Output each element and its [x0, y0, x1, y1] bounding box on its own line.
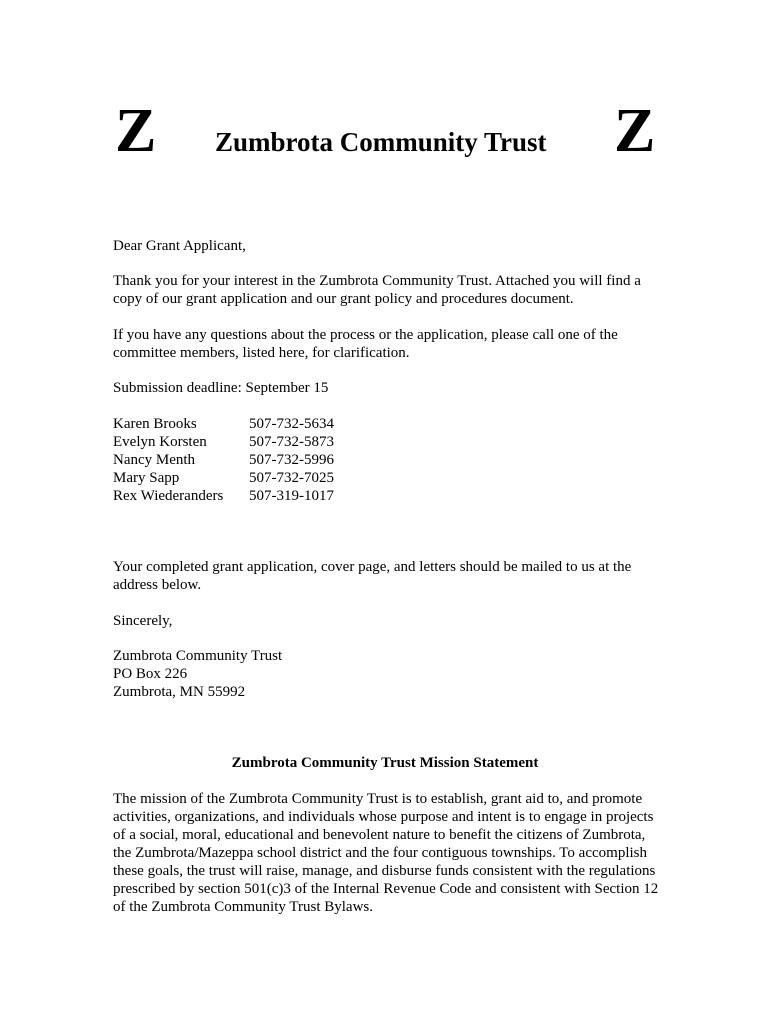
committee-name: Rex Wiederanders	[113, 488, 224, 504]
mailing-paragraph: Your completed grant application, cover page, and letters should be mailed to us at the address below.	[113, 559, 632, 593]
submission-deadline: Submission deadline: September 15	[113, 380, 329, 396]
closing: Sincerely,	[113, 613, 173, 629]
committee-row	[113, 433, 334, 451]
committee-name: Evelyn Korsten	[113, 434, 207, 450]
letterhead-title: Zumbrota Community Trust	[215, 127, 547, 157]
questions-paragraph: If you have any questions about the process or the application, please call one of the committee members, listed here, for clarification.	[113, 327, 618, 361]
committee-phone: 507-732-5996	[249, 452, 334, 468]
address-line: Zumbrota, MN 55992	[113, 684, 246, 700]
address-line: PO Box 226	[113, 666, 188, 682]
committee-name: Mary Sapp	[113, 470, 180, 486]
committee-name: Karen Brooks	[113, 416, 197, 432]
mission-text: The mission of the Zumbrota Community Trust is to establish, grant aid to, and promote activities, organizations, and individuals whose purpose and intent is to engage in projects of a social, moral, educational and benevolent nature to benefit the citizens of Zumbrota, the Zumbrota/Mazeppa school district and the four contiguous townships. To accomplish these goals, the trust will raise, manage, and disburse funds consistent with the regulations prescribed by section 501(c)3 of the Internal Revenue Code and consistent with Section 12 of the Zumbrota Community Trust Bylaws.	[113, 791, 659, 915]
committee-row	[113, 487, 334, 505]
committee-row	[113, 415, 334, 433]
committee-row	[113, 469, 334, 487]
intro-paragraph: Thank you for your interest in the Zumbrota Community Trust. Attached you will find a copy of our grant application and our grant policy and procedures document.	[113, 273, 641, 307]
salutation: Dear Grant Applicant,	[113, 238, 246, 254]
letterhead-right-z: Z	[614, 97, 656, 165]
mission-heading: Zumbrota Community Trust Mission Statement	[231, 755, 539, 771]
committee-phone: 507-732-7025	[249, 470, 334, 486]
address-line: Zumbrota Community Trust	[113, 648, 283, 664]
committee-phone: 507-732-5873	[249, 434, 334, 450]
committee-name: Nancy Menth	[113, 452, 196, 468]
committee-phone: 507-732-5634	[249, 416, 334, 432]
letterhead-left-z: Z	[115, 97, 157, 165]
committee-phone: 507-319-1017	[249, 488, 334, 504]
committee-row	[113, 451, 334, 469]
